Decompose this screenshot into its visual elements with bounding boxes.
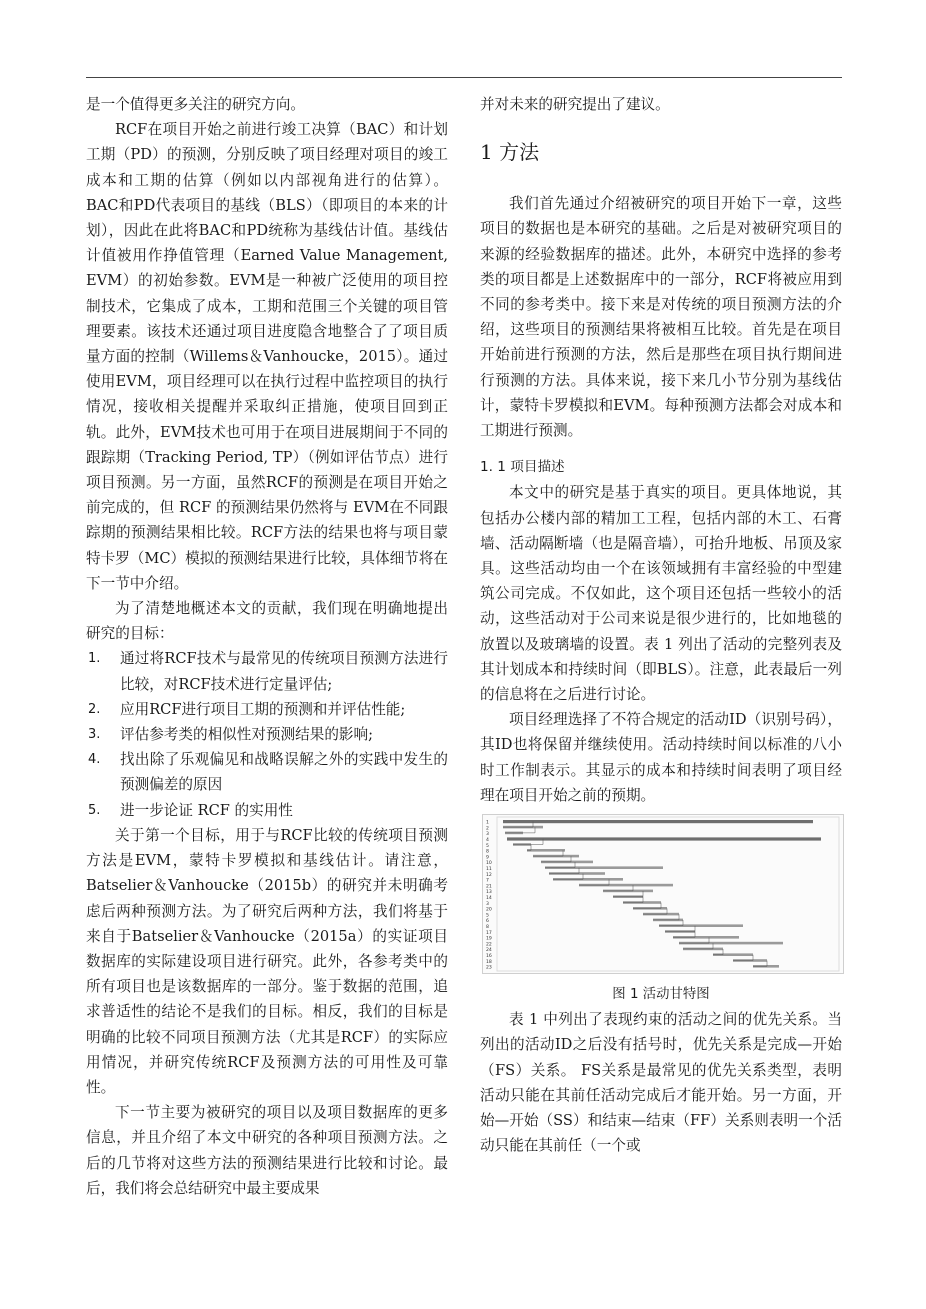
paragraph: 我们首先通过介绍被研究的项目开始下一章，这些项目的数据也是本研究的基础。之后是对被研究项目的来源的经验数据库的描述。此外，本研究中选择的参考类的项目都是上述数据库中的一部分，RCF将被应用到不同的参考类中。接下来是对传统的项目预测方法的介绍，这些项目的预测结果将被相互比较。首先是在项目开始前进行预测的方法，然后是那些在项目执行期间进行预测的方法。具体来说，接下来几小节分别为基线估计，蒙特卡罗模拟和EVM。每种预测方法都会对成本和工期进行预测。 — [480, 195, 842, 440]
paragraph: 关于第一个目标，用于与RCF比较的传统项目预测方法是EVM，蒙特卡罗模拟和基线估计。请注意，Batselier＆Vanhoucke（2015b）的研究并未明确考虑后两种预测方法。为了研究后两种方法，我们将基于来自于Batselier＆Vanhoucke（2015a）的实证项目数据库的实际建设项目进行研究。此外，各参考类中的所有项目也是该数据库的一部分。鉴于数据的范围，追求普适性的结论不是我们的目标。相反，我们的目标是明确的比较不同项目预测方法（尤其是RCF）的实际应用情况，并研究传统RCF及预测方法的可用性及可靠性。 — [86, 826, 448, 1096]
gantt-row-label: 2 — [486, 826, 489, 832]
gantt-row-label: 7 — [486, 878, 489, 884]
list-item — [86, 722, 448, 747]
list-number: 5. — [88, 802, 101, 818]
list-number: 3. — [88, 727, 101, 743]
list-item — [86, 798, 448, 823]
paragraph: 下一节主要为被研究的项目以及项目数据库的更多信息，并且介绍了本文中研究的各种项目预测方法。之后的几节将对这些方法的预测结果进行比较和讨论。最后，我们将会总结研究中最主要成果 — [86, 1104, 448, 1197]
gantt-row-label: 21 — [486, 884, 492, 890]
gantt-bar — [527, 849, 565, 852]
gantt-row-label: 8 — [486, 849, 489, 855]
gantt-figure — [482, 814, 844, 974]
header-rule — [86, 77, 842, 78]
figure-caption: 图 1 活动甘特图 — [612, 987, 710, 1003]
paragraph: 并对未来的研究提出了建议。 — [480, 96, 670, 113]
gantt-row-label: 12 — [486, 872, 492, 878]
gantt-bar — [503, 820, 813, 823]
gantt-row-label: 6 — [486, 919, 489, 925]
gantt-row-label: 11 — [486, 867, 492, 873]
goals-list — [86, 646, 448, 822]
list-text: 找出除了乐观偏见和战略误解之外的实践中发生的预测偏差的原因 — [120, 751, 448, 794]
gantt-row-label: 17 — [486, 930, 492, 936]
gantt-row-label: 3 — [486, 901, 489, 907]
left-column — [86, 92, 448, 1201]
right-column — [480, 92, 842, 1159]
subsection-heading: 1. 1 项目描述 — [480, 459, 565, 476]
list-text: 评估参考类的相似性对预测结果的影响; — [120, 726, 374, 744]
gantt-row-label: 14 — [486, 896, 492, 902]
gantt-row-label: 10 — [486, 861, 492, 867]
gantt-row-label: 1 — [486, 820, 489, 826]
gantt-chart — [483, 815, 843, 973]
list-item — [86, 747, 448, 797]
list-number: 2. — [88, 701, 101, 717]
gantt-row-label: 24 — [486, 948, 492, 954]
gantt-bar — [507, 837, 821, 840]
gantt-row-label: 22 — [486, 942, 492, 948]
gantt-row-label: 5 — [486, 913, 489, 919]
list-number: 4. — [88, 752, 101, 768]
list-text: 应用RCF进行项目工期的预测和并评估性能; — [120, 700, 406, 718]
list-number: 1. — [88, 651, 101, 667]
gantt-row-label: 9 — [486, 855, 489, 861]
list-item — [86, 646, 448, 696]
gantt-row-label: 20 — [486, 907, 492, 913]
paragraph: 表 1 中列出了表现约束的活动之间的优先关系。当列出的活动ID之后没有括号时，优先关系是完成—开始（FS）关系。 FS关系是最常见的优先关系类型，表明活动只能在其前任活动完成后才能开始。另一方面，开始—开始（SS）和结束—结束（FF）关系则表明一个活动只能在其前任（一个或 — [480, 1011, 842, 1155]
gantt-row-label: 19 — [486, 936, 492, 942]
gantt-row-label: 8 — [486, 925, 489, 931]
section-heading: 1 方法 — [480, 140, 540, 165]
gantt-row-label: 16 — [486, 954, 492, 960]
gantt-row-label: 23 — [486, 965, 492, 971]
gantt-row-label: 18 — [486, 959, 492, 965]
gantt-row-label: 3 — [486, 832, 489, 838]
gantt-row-label: 4 — [486, 838, 489, 844]
gantt-row-label: 13 — [486, 890, 492, 896]
gantt-row-label: 5 — [486, 843, 489, 849]
paragraph: 本文中的研究是基于真实的项目。更具体地说，其包括办公楼内部的精加工工程，包括内部的木工、石膏墙、活动隔断墙（也是隔音墙），可抬升地板、吊顶及家具。这些活动均由一个在该领域拥有丰富经验的中型建筑公司完成。不仅如此，这个项目还包括一些较小的活动，这些活动对于公司来说是很少进行的，比如地毯的放置以及玻璃墙的设置。表 1 列出了活动的完整列表及其计划成本和持续时间（即BLS）。注意，此表最后一列的信息将在之后进行讨论。 — [480, 484, 842, 704]
paragraph: RCF在项目开始之前进行竣工决算（BAC）和计划工期（PD）的预测，分别反映了项目经理对项目的竣工成本和工期的估算（例如以内部视角进行的估算）。 BAC和PD代表项目的基线（BLS）（即项目的本来的计划），因此在此将BAC和PD统称为基线估计值。基线估计值被用作挣值管理（Earned Value Management, EVM）的初始参数。EVM是一种被广泛使用的项目控制技术，它集成了成本，工期和范围三个关键的项目管理要素。该技术还通过项目进度隐含地整合了了项目质量方面的控制（Willems＆Vanhoucke，2015）。通过使用EVM，项目经理可以在执行过程中监控项目的执行情况，接收相关提醒并采取纠正措施，使项目回到正轨。此外，EVM技术也可用于在项目进展期间于不同的跟踪期（Tracking Period, TP）（例如评估节点）进行项目预测。另一方面，虽然RCF的预测是在项目开始之前完成的，但 RCF 的预测结果仍然将与 EVM在不同跟踪期的预测结果相比较。RCF方法的结果也将与项目蒙特卡罗（MC）模拟的预测结果进行比较，具体细节将在下一节中介绍。 — [86, 121, 448, 592]
list-text: 通过将RCF技术与最常见的传统项目预测方法进行比较，对RCF技术进行定量评估; — [120, 650, 448, 693]
list-item — [86, 697, 448, 722]
list-text: 进一步论证 RCF 的实用性 — [120, 801, 293, 819]
paragraph: 项目经理选择了不符合规定的活动ID（识别号码），其ID也将保留并继续使用。活动持续时间以标准的八小时工作制表示。其显示的成本和持续时间表明了项目经理在项目开始之前的预期。 — [480, 711, 842, 804]
paragraph: 是一个值得更多关注的研究方向。 — [86, 96, 305, 113]
paragraph: 为了清楚地概述本文的贡献，我们现在明确地提出研究的目标： — [86, 600, 448, 643]
